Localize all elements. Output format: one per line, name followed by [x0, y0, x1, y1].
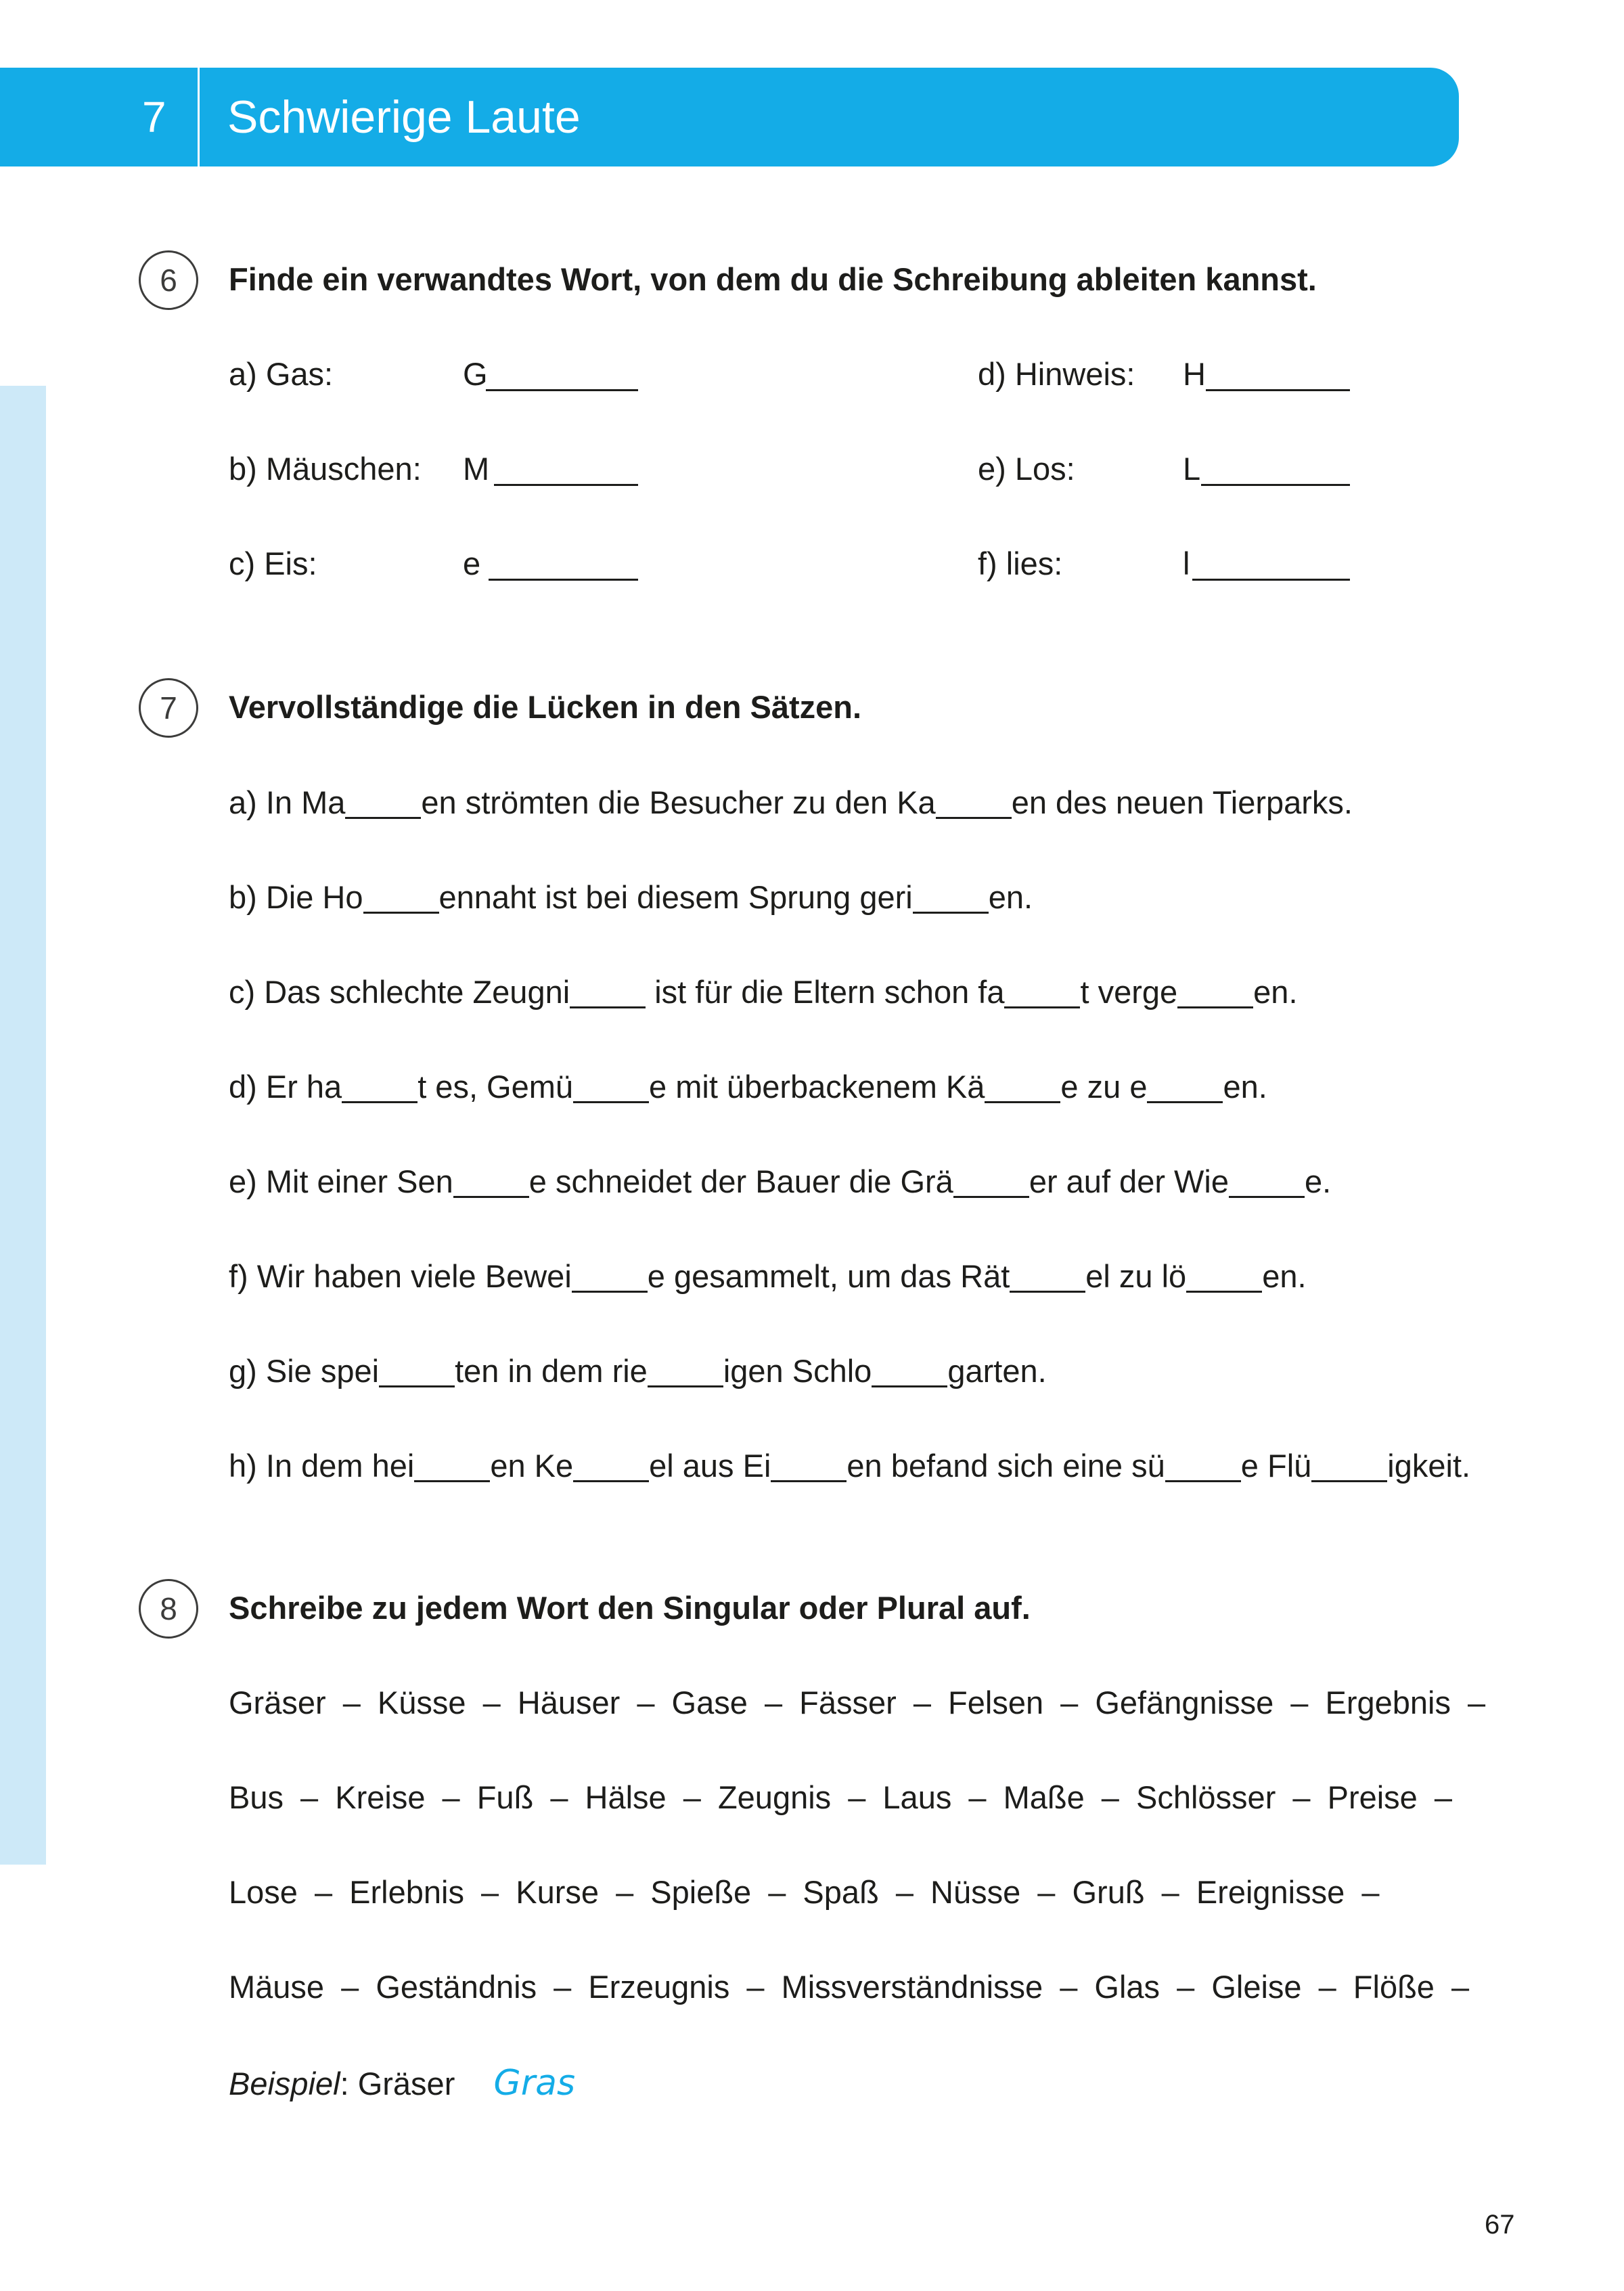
sentence-text: en strömten die Besucher zu den Ka	[421, 784, 936, 820]
task-6-number: 6	[139, 250, 198, 310]
blank-gap[interactable]	[363, 880, 439, 914]
task-6-item-a-label: a) Gas:	[229, 356, 334, 392]
sentence-text: ten in dem rie	[455, 1353, 648, 1389]
blank-gap[interactable]	[872, 1354, 947, 1387]
sentence-text: t verge	[1080, 974, 1178, 1010]
task-7-sentence	[229, 878, 1033, 916]
task-6-item-c-answer-line[interactable]	[489, 579, 638, 581]
blank-gap[interactable]	[953, 1164, 1029, 1198]
blank-gap[interactable]	[345, 785, 421, 819]
task-7-title: Vervollständige die Lücken in den Sätzen.	[229, 689, 862, 725]
blank-gap[interactable]	[414, 1448, 490, 1482]
task-8-word-row-1: Gräser – Küsse – Häuser – Gase – Fässer – Felsen – Gefängnisse – Ergebnis –	[229, 1685, 1486, 1720]
sentence-text: en.	[1253, 974, 1298, 1010]
sentence-text: en.	[1223, 1069, 1267, 1105]
sentence-text: e) Mit einer Sen	[229, 1163, 453, 1199]
sentence-text: igen Schlo	[723, 1353, 872, 1389]
task-6-item-c-label: c) Eis:	[229, 546, 317, 581]
blank-gap[interactable]	[573, 1448, 649, 1482]
task-6-item-b-label: b) Mäuschen:	[229, 451, 422, 487]
sentence-text: el zu lö	[1085, 1258, 1187, 1294]
sentence-text: e Flü	[1240, 1448, 1312, 1484]
task-6-item-a-start: G	[463, 356, 488, 392]
sentence-text: h) In dem hei	[229, 1448, 415, 1484]
sentence-text: e mit überbackenem Kä	[649, 1069, 985, 1105]
task-8-number: 8	[139, 1579, 198, 1639]
sentence-text: er auf der Wie	[1029, 1163, 1229, 1199]
task-6-item-b-answer-line[interactable]	[494, 484, 638, 486]
task-8-example-label: Beispiel	[229, 2066, 340, 2101]
task-8-title: Schreibe zu jedem Wort den Singular oder Plural auf.	[229, 1590, 1031, 1626]
blank-gap[interactable]	[648, 1354, 723, 1387]
task-7-sentence	[229, 784, 1353, 821]
task-8-example-word: : Gräser	[340, 2066, 455, 2101]
task-7-sentence	[229, 1258, 1307, 1295]
sentence-text: e gesammelt, um das Rät	[647, 1258, 1010, 1294]
task-6-item-e-label: e) Los:	[978, 451, 1075, 487]
blank-gap[interactable]	[1177, 975, 1253, 1008]
blank-gap[interactable]	[1147, 1069, 1223, 1103]
blank-gap[interactable]	[913, 880, 989, 914]
task-6-item-f-answer-line[interactable]	[1192, 579, 1350, 581]
sentence-text: igkeit.	[1387, 1448, 1471, 1484]
blank-gap[interactable]	[342, 1069, 418, 1103]
task-6-item-f-label: f) lies:	[978, 546, 1063, 581]
blank-gap[interactable]	[572, 1259, 648, 1293]
sentence-text: en.	[1262, 1258, 1307, 1294]
sentence-text: en.	[988, 879, 1033, 915]
blank-gap[interactable]	[570, 975, 646, 1008]
sentence-text: ist für die Eltern schon fa	[646, 974, 1005, 1010]
task-8-word-row-3: Lose – Erlebnis – Kurse – Spieße – Spaß – Nüsse – Gruß – Ereignisse –	[229, 1874, 1380, 1910]
blank-gap[interactable]	[379, 1354, 455, 1387]
sentence-text: en des neuen Tierparks.	[1011, 784, 1353, 820]
blank-gap[interactable]	[453, 1164, 529, 1198]
blank-gap[interactable]	[1165, 1448, 1241, 1482]
task-8-example-answer: Gras	[493, 2063, 576, 2104]
task-7-sentence	[229, 1447, 1470, 1484]
task-6-title: Finde ein verwandtes Wort, von dem du die Schreibung ableiten kannst.	[229, 261, 1317, 297]
blank-gap[interactable]	[1311, 1448, 1387, 1482]
sentence-text: e zu e	[1060, 1069, 1148, 1105]
chapter-header-bar	[0, 68, 1459, 166]
task-7-number: 7	[139, 678, 198, 738]
task-6-item-d-label: d) Hinweis:	[978, 356, 1135, 392]
task-6-item-d-start: H	[1183, 356, 1206, 392]
blank-gap[interactable]	[936, 785, 1012, 819]
task-7-sentence	[229, 973, 1298, 1010]
blank-gap[interactable]	[1004, 975, 1080, 1008]
sentence-text: a) In Ma	[229, 784, 346, 820]
sentence-text: en befand sich eine sü	[847, 1448, 1165, 1484]
task-7-sentence	[229, 1352, 1047, 1389]
chapter-divider	[198, 68, 200, 166]
sentence-text: c) Das schlechte Zeugni	[229, 974, 570, 1010]
blank-gap[interactable]	[1229, 1164, 1305, 1198]
side-strip	[0, 386, 46, 1865]
task-8-word-row-2: Bus – Kreise – Fuß – Hälse – Zeugnis – Laus – Maße – Schlösser – Preise –	[229, 1779, 1453, 1815]
blank-gap[interactable]	[771, 1448, 847, 1482]
task-6-item-e-start: L	[1183, 451, 1201, 487]
sentence-text: el aus Ei	[649, 1448, 771, 1484]
blank-gap[interactable]	[1186, 1259, 1262, 1293]
sentence-text: f) Wir haben viele Bewei	[229, 1258, 572, 1294]
sentence-text: e.	[1305, 1163, 1332, 1199]
chapter-number: 7	[142, 93, 166, 141]
page-number: 67	[1485, 2210, 1515, 2240]
task-7-sentence	[229, 1068, 1267, 1105]
task-8-example	[229, 2063, 575, 2104]
task-6-item-c-start: e	[463, 546, 481, 581]
blank-gap[interactable]	[985, 1069, 1060, 1103]
sentence-text: garten.	[947, 1353, 1047, 1389]
task-6-item-f-start: l	[1183, 546, 1190, 581]
task-6-item-a-answer-line[interactable]	[486, 389, 638, 391]
task-6-item-b-start: M	[463, 451, 490, 487]
task-8-word-row-4: Mäuse – Geständnis – Erzeugnis – Missverständnisse – Glas – Gleise – Flöße –	[229, 1969, 1470, 2005]
sentence-text: en Ke	[490, 1448, 574, 1484]
task-7-sentence	[229, 1163, 1331, 1200]
sentence-text: b) Die Ho	[229, 879, 363, 915]
blank-gap[interactable]	[1010, 1259, 1085, 1293]
sentence-text: ennaht ist bei diesem Sprung geri	[438, 879, 913, 915]
chapter-title: Schwierige Laute	[227, 91, 581, 143]
sentence-text: t es, Gemü	[418, 1069, 574, 1105]
task-6-item-d-answer-line[interactable]	[1206, 389, 1350, 391]
task-6-item-e-answer-line[interactable]	[1201, 484, 1350, 486]
sentence-text: g) Sie spei	[229, 1353, 380, 1389]
blank-gap[interactable]	[573, 1069, 649, 1103]
sentence-text: e schneidet der Bauer die Grä	[528, 1163, 953, 1199]
sentence-text: d) Er ha	[229, 1069, 342, 1105]
